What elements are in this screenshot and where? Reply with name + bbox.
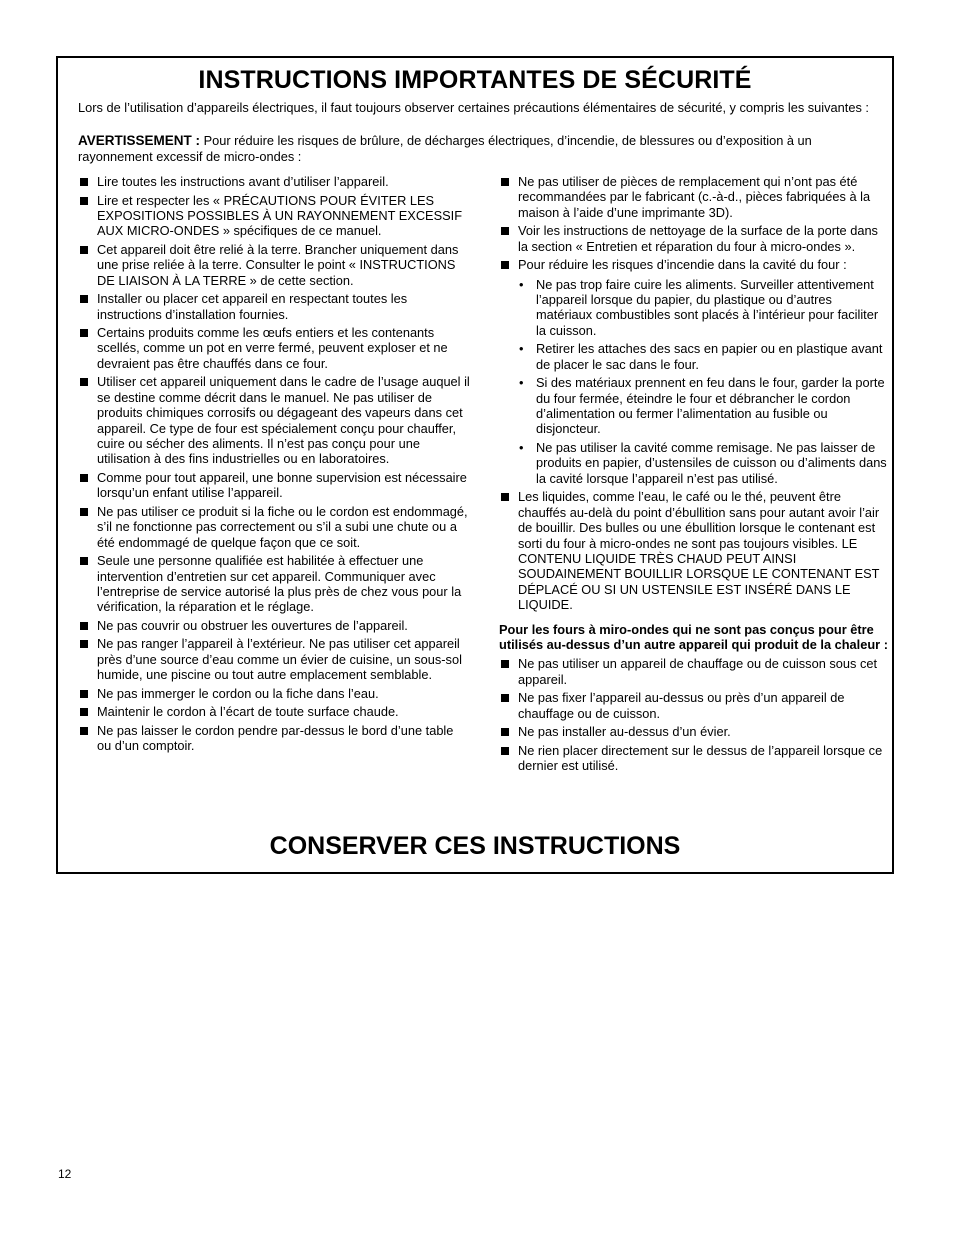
list-item: Ne pas utiliser de pièces de remplacement qui n’ont pas été recommandées par le fabricant (c.-à-d., pièces fabriquées à la maison à l’aide d’une imprimante 3D). [499, 174, 889, 220]
square-bullet-icon [501, 694, 509, 702]
square-bullet-icon [501, 227, 509, 235]
warning-paragraph [78, 133, 878, 164]
sublist-item: • Ne pas utiliser la cavité comme remisage. Ne pas laisser de produits en papier, d’ustensiles de cuisson ou d’aliments dans la cavité lorsque l’appareil n’est pas utilisé. [519, 439, 887, 486]
square-bullet-icon [80, 640, 88, 648]
square-bullet-icon [501, 660, 509, 668]
subhead-list [499, 656, 889, 773]
square-bullet-icon [80, 508, 88, 516]
list-item: Ne pas couvrir ou obstruer les ouvertures de l’appareil. [78, 618, 470, 633]
save-instructions-heading: CONSERVER CES INSTRUCTIONS [269, 832, 681, 860]
square-bullet-icon [80, 690, 88, 698]
square-bullet-icon [80, 178, 88, 186]
list-item: Pour réduire les risques d’incendie dans la cavité du four : • Ne pas trop faire cuire les aliments. Surveiller attentivement l’appareil lorsque du papier, du plastique ou d’autres matériaux combustibles sont placés à l’intérieur pour faciliter la cuisson. • Retirer les attaches des sacs en papier ou en plastique avant de placer le sac dans le four. • Si des matériaux prennent en feu dans le four, garder la porte du four fermée, éteindre le four et débrancher le cordon d’alimentation ou fermer l’alimentation au fusible ou disjoncteur. • Ne pas utiliser la cavité comme remisage. Ne pas laisser de produits en papier, d’ustensiles de cuisson ou d’aliments dans la cavité lorsque l’appareil n’est pas utilisé. [499, 257, 889, 486]
page-number: 12 [58, 1167, 72, 1181]
square-bullet-icon [80, 246, 88, 254]
fire-sublist [518, 277, 889, 487]
left-column [78, 174, 470, 757]
square-bullet-icon [80, 622, 88, 630]
list-item: Ne pas ranger l’appareil à l’extérieur. Ne pas utiliser cet appareil près d’une source d’eau comme un évier de cuisine, un sous-sol humide, une piscine ou tout autre emplacement semblable. [78, 636, 470, 682]
safety-instructions-box [56, 56, 894, 874]
section-subheading: Pour les fours à miro-ondes qui ne sont pas conçus pour être utilisés au-dessus d’un autre appareil qui produit de la chaleur : [499, 621, 888, 652]
square-bullet-icon [80, 378, 88, 386]
list-item: Cet appareil doit être relié à la terre. Brancher uniquement dans une prise reliée à la terre. Consulter le point « INSTRUCTIONS DE LIAISON À LA TERRE » de cette section. [78, 242, 470, 288]
page-title: INSTRUCTIONS IMPORTANTES DE SÉCURITÉ [198, 66, 752, 94]
warning-label: AVERTISSEMENT : [78, 133, 201, 148]
dot-bullet-icon: • [519, 276, 524, 292]
list-item: Utiliser cet appareil uniquement dans le cadre de l’usage auquel il se destine comme décrit dans le manuel. Ne pas utiliser de produits chimiques corrosifs ou dégageant des vapeurs dans cet appareil. Ce type de four est spécialement conçu pour chauffer, cuire ou sécher des aliments. Il n’est pas conçu pour une utilisation à des fins industrielles ou en laboratoires. [78, 374, 470, 466]
square-bullet-icon [501, 261, 509, 269]
square-bullet-icon [80, 557, 88, 565]
list-item: Voir les instructions de nettoyage de la surface de la porte dans la section « Entretien et réparation du four à micro-ondes ». [499, 223, 889, 254]
warning-text: Pour réduire les risques de brûlure, de décharges électriques, d’incendie, de blessures ou d’exposition à un rayonnement excessif de micro-ondes : [78, 133, 812, 164]
right-column [499, 174, 889, 777]
left-list [78, 174, 470, 753]
square-bullet-icon [80, 329, 88, 337]
list-item: Certains produits comme les œufs entiers et les contenants scellés, comme un pot en verre fermé, peuvent exploser et ne devraient pas être chauffés dans ce four. [78, 325, 470, 371]
dot-bullet-icon: • [519, 375, 524, 391]
list-item: Ne pas immerger le cordon ou la fiche dans l’eau. [78, 686, 470, 701]
dot-bullet-icon: • [519, 341, 524, 357]
list-item: Ne pas laisser le cordon pendre par-dessus le bord d’une table ou d’un comptoir. [78, 723, 470, 754]
intro-paragraph: Lors de l’utilisation d’appareils électriques, il faut toujours observer certaines précautions élémentaires de sécurité, y compris les suivantes : [78, 100, 869, 115]
dot-bullet-icon: • [519, 439, 524, 455]
list-item: Ne rien placer directement sur le dessus de l’appareil lorsque ce dernier est utilisé. [499, 743, 889, 774]
square-bullet-icon [501, 747, 509, 755]
square-bullet-icon [80, 474, 88, 482]
sublist-item: • Ne pas trop faire cuire les aliments. Surveiller attentivement l’appareil lorsque du papier, du plastique ou d’autres matériaux combustibles sont placés à l’intérieur pour faciliter la cuisson. [519, 276, 879, 338]
list-item: Ne pas installer au-dessus d’un évier. [499, 724, 889, 739]
square-bullet-icon [501, 728, 509, 736]
list-item: Comme pour tout appareil, une bonne supervision est nécessaire lorsqu’un enfant utilise l’appareil. [78, 470, 470, 501]
sublist-item: • Retirer les attaches des sacs en papier ou en plastique avant de placer le sac dans le four. [519, 341, 883, 372]
list-item: Lire et respecter les « PRÉCAUTIONS POUR ÉVITER LES EXPOSITIONS POSSIBLES À UN RAYONNEMENT EXCESSIF AUX MICRO-ONDES » spécifiques de ce manuel. [78, 193, 470, 239]
list-item: Ne pas utiliser ce produit si la fiche ou le cordon est endommagé, s’il ne fonctionne pas correctement ou s’il a subi une chute ou a été endommagé de quelque façon que ce soit. [78, 504, 470, 550]
sublist-item: • Si des matériaux prennent en feu dans le four, garder la porte du four fermée, éteindre le four et débrancher le cordon d’alimentation ou fermer l’alimentation au fusible ou disjoncteur. [519, 375, 885, 437]
square-bullet-icon [80, 727, 88, 735]
list-item: Seule une personne qualifiée est habilitée à effectuer une intervention d’entretien sur cet appareil. Communiquer avec l’entreprise de service autorisé la plus près de chez vous pour la vérification, la réparation et le réglage. [78, 553, 470, 615]
right-list [499, 174, 889, 613]
square-bullet-icon [501, 493, 509, 501]
list-item: Lire toutes les instructions avant d’utiliser l’appareil. [78, 174, 470, 189]
list-item: Installer ou placer cet appareil en respectant toutes les instructions d’installation fournies. [78, 291, 470, 322]
list-item: Maintenir le cordon à l’écart de toute surface chaude. [78, 704, 470, 719]
list-item: Les liquides, comme l’eau, le café ou le thé, peuvent être chauffés au-delà du point d’ébullition sans pour autant avoir l’air de bouillir. Des bulles ou une ébullition lorsque le contenant est sorti du four à micro-ondes ne sont pas toujours visibles. LE CONTENU LIQUIDE TRÈS CHAUD PEUT AINSI SOUDAINEMENT BOUILLIR LORSQUE LE CONTENANT EST DÉPLACÉ OU SI UN USTENSILE EST INSÉRÉ DANS LE LIQUIDE. [499, 489, 889, 612]
list-item: Ne pas utiliser un appareil de chauffage ou de cuisson sous cet appareil. [499, 656, 889, 687]
square-bullet-icon [501, 178, 509, 186]
square-bullet-icon [80, 708, 88, 716]
list-item: Ne pas fixer l’appareil au-dessus ou près d’un appareil de chauffage ou de cuisson. [499, 690, 889, 721]
square-bullet-icon [80, 197, 88, 205]
square-bullet-icon [80, 295, 88, 303]
